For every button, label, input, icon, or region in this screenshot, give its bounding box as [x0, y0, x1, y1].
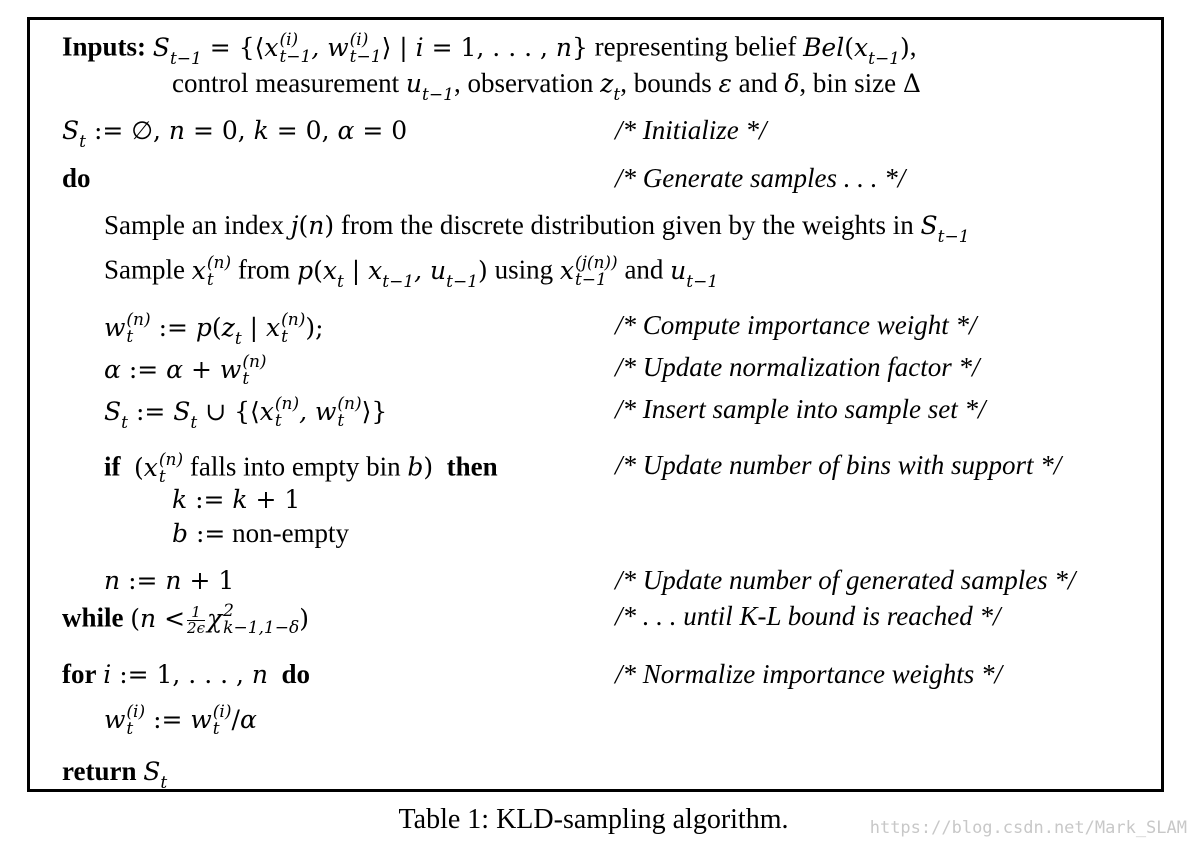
- inputs-label: Inputs:: [62, 31, 147, 62]
- non-empty-text: non-empty: [232, 518, 350, 548]
- delta-math: δ: [784, 69, 800, 98]
- sample-x-line: [104, 253, 719, 292]
- k-line: [172, 486, 300, 513]
- index-math: j(n): [290, 211, 335, 240]
- comment-normalization: /* Update normalization factor */: [615, 352, 980, 382]
- alpha-line: [104, 354, 267, 388]
- weight-math: w (n) t := $p(z_t$ | x (n) t );: [104, 310, 324, 349]
- obs-math: $z_t$: [600, 69, 621, 105]
- alpha-math: α := α + w (n) t: [104, 352, 267, 389]
- bin-text: , bin size: [799, 68, 897, 98]
- normalize-math: w (i) t := w (i) t /α: [104, 702, 257, 739]
- comment-insert: /* Insert sample into sample set */: [615, 394, 986, 424]
- if-cond-math: (x (n) t: [134, 450, 184, 487]
- for-do-keyword: do: [281, 659, 311, 689]
- falls-text: falls into empty bin: [189, 451, 401, 482]
- while-keyword: while: [62, 602, 124, 633]
- sample-x-math: x (n) t: [191, 253, 232, 290]
- if-line: [104, 452, 498, 486]
- samples-set-math: $S_{t-1}$ = {⟨x (i) t−1 , w (i) t−1 ⟩ | i = 1, . . . , n}: [152, 30, 588, 69]
- and-text-2: and: [624, 254, 664, 285]
- return-keyword: return: [62, 756, 137, 786]
- sample-index-rest: from the discrete distribution given by the weights in: [340, 210, 914, 240]
- inputs-text: representing belief: [594, 31, 797, 62]
- n-math: n := n + 1: [104, 566, 235, 595]
- weight-line: [104, 310, 324, 349]
- k-math: k := k + 1: [172, 485, 301, 514]
- insert-math: $S_t$ := $S_t$ ∪ {⟨x (n) t , w (n) t ⟩}: [104, 394, 388, 433]
- control-text: control measurement: [172, 68, 400, 98]
- from-text: from: [237, 254, 291, 285]
- sample-x-text: Sample: [104, 254, 185, 285]
- comment-bins: /* Update number of bins with support */: [615, 450, 1062, 480]
- comment-generate: /* Generate samples . . . */: [615, 163, 906, 193]
- n-line: [104, 567, 234, 594]
- control-math: $u_{t-1}$: [405, 69, 454, 105]
- return-math: $S_t$: [143, 757, 168, 793]
- sample-index-text: Sample an index: [104, 210, 284, 240]
- for-line: [62, 661, 310, 688]
- using-text: using: [494, 254, 554, 285]
- bounds-text: , bounds: [620, 68, 712, 98]
- prev-sample-math: x (j(n)) t−1: [559, 253, 618, 290]
- belief-math: $Bel(x_{t-1})$: [803, 32, 910, 69]
- then-keyword: then: [446, 451, 498, 482]
- inputs-line-2: [172, 68, 921, 105]
- bin-size-math: Δ: [902, 69, 921, 98]
- for-range-math: i := 1, . . . , n: [103, 660, 268, 689]
- while-line: [62, 603, 309, 637]
- comment-normalize: /* Normalize importance weights */: [615, 659, 1002, 689]
- comment-generated: /* Update number of generated samples */: [615, 565, 1076, 595]
- bin-var-math: b): [407, 452, 434, 482]
- table-caption: Table 1: KLD-sampling algorithm.: [398, 804, 789, 835]
- do-line: [62, 165, 91, 192]
- epsilon-math: ε: [718, 69, 732, 98]
- control-math-2: $u_{t-1}$: [670, 255, 719, 292]
- comment-initialize: /* Initialize */: [615, 115, 767, 145]
- insert-line: [104, 394, 388, 433]
- motion-model-math: $p(x_t$ | $x_{t-1}$, $u_{t-1}$): [297, 255, 488, 292]
- inputs-line: Inputs: $S_{t-1}$ = {⟨x (i) t−1 , w (i) t−1 ⟩ | i = 1, . . . , n} representing belief $Bel(x_{t-1})$,: [62, 30, 917, 69]
- comment-importance: /* Compute importance weight */: [615, 310, 977, 340]
- init-line: [62, 116, 408, 152]
- watermark: https://blog.csdn.net/Mark_SLAM: [869, 818, 1187, 838]
- comment-until: /* . . . until K-L bound is reached */: [615, 601, 1001, 631]
- sample-index-line: [104, 210, 970, 247]
- normalize-line: [104, 704, 257, 738]
- init-math: $S_t$ := ∅, n = 0, k = 0, α = 0: [62, 116, 408, 152]
- return-line: [62, 756, 168, 793]
- for-keyword: for: [62, 659, 97, 689]
- weights-set-math: $S_{t-1}$: [920, 211, 970, 247]
- do-keyword: do: [62, 163, 91, 193]
- and-text: and: [738, 68, 778, 98]
- if-keyword: if: [104, 451, 121, 482]
- while-cond-math: (n < $\frac{1}{2\epsilon}$ χ 2 k−1,1−δ ): [130, 601, 309, 638]
- b-line: [172, 520, 349, 547]
- b-math: b :=: [172, 519, 226, 548]
- obs-text: , observation: [453, 68, 594, 98]
